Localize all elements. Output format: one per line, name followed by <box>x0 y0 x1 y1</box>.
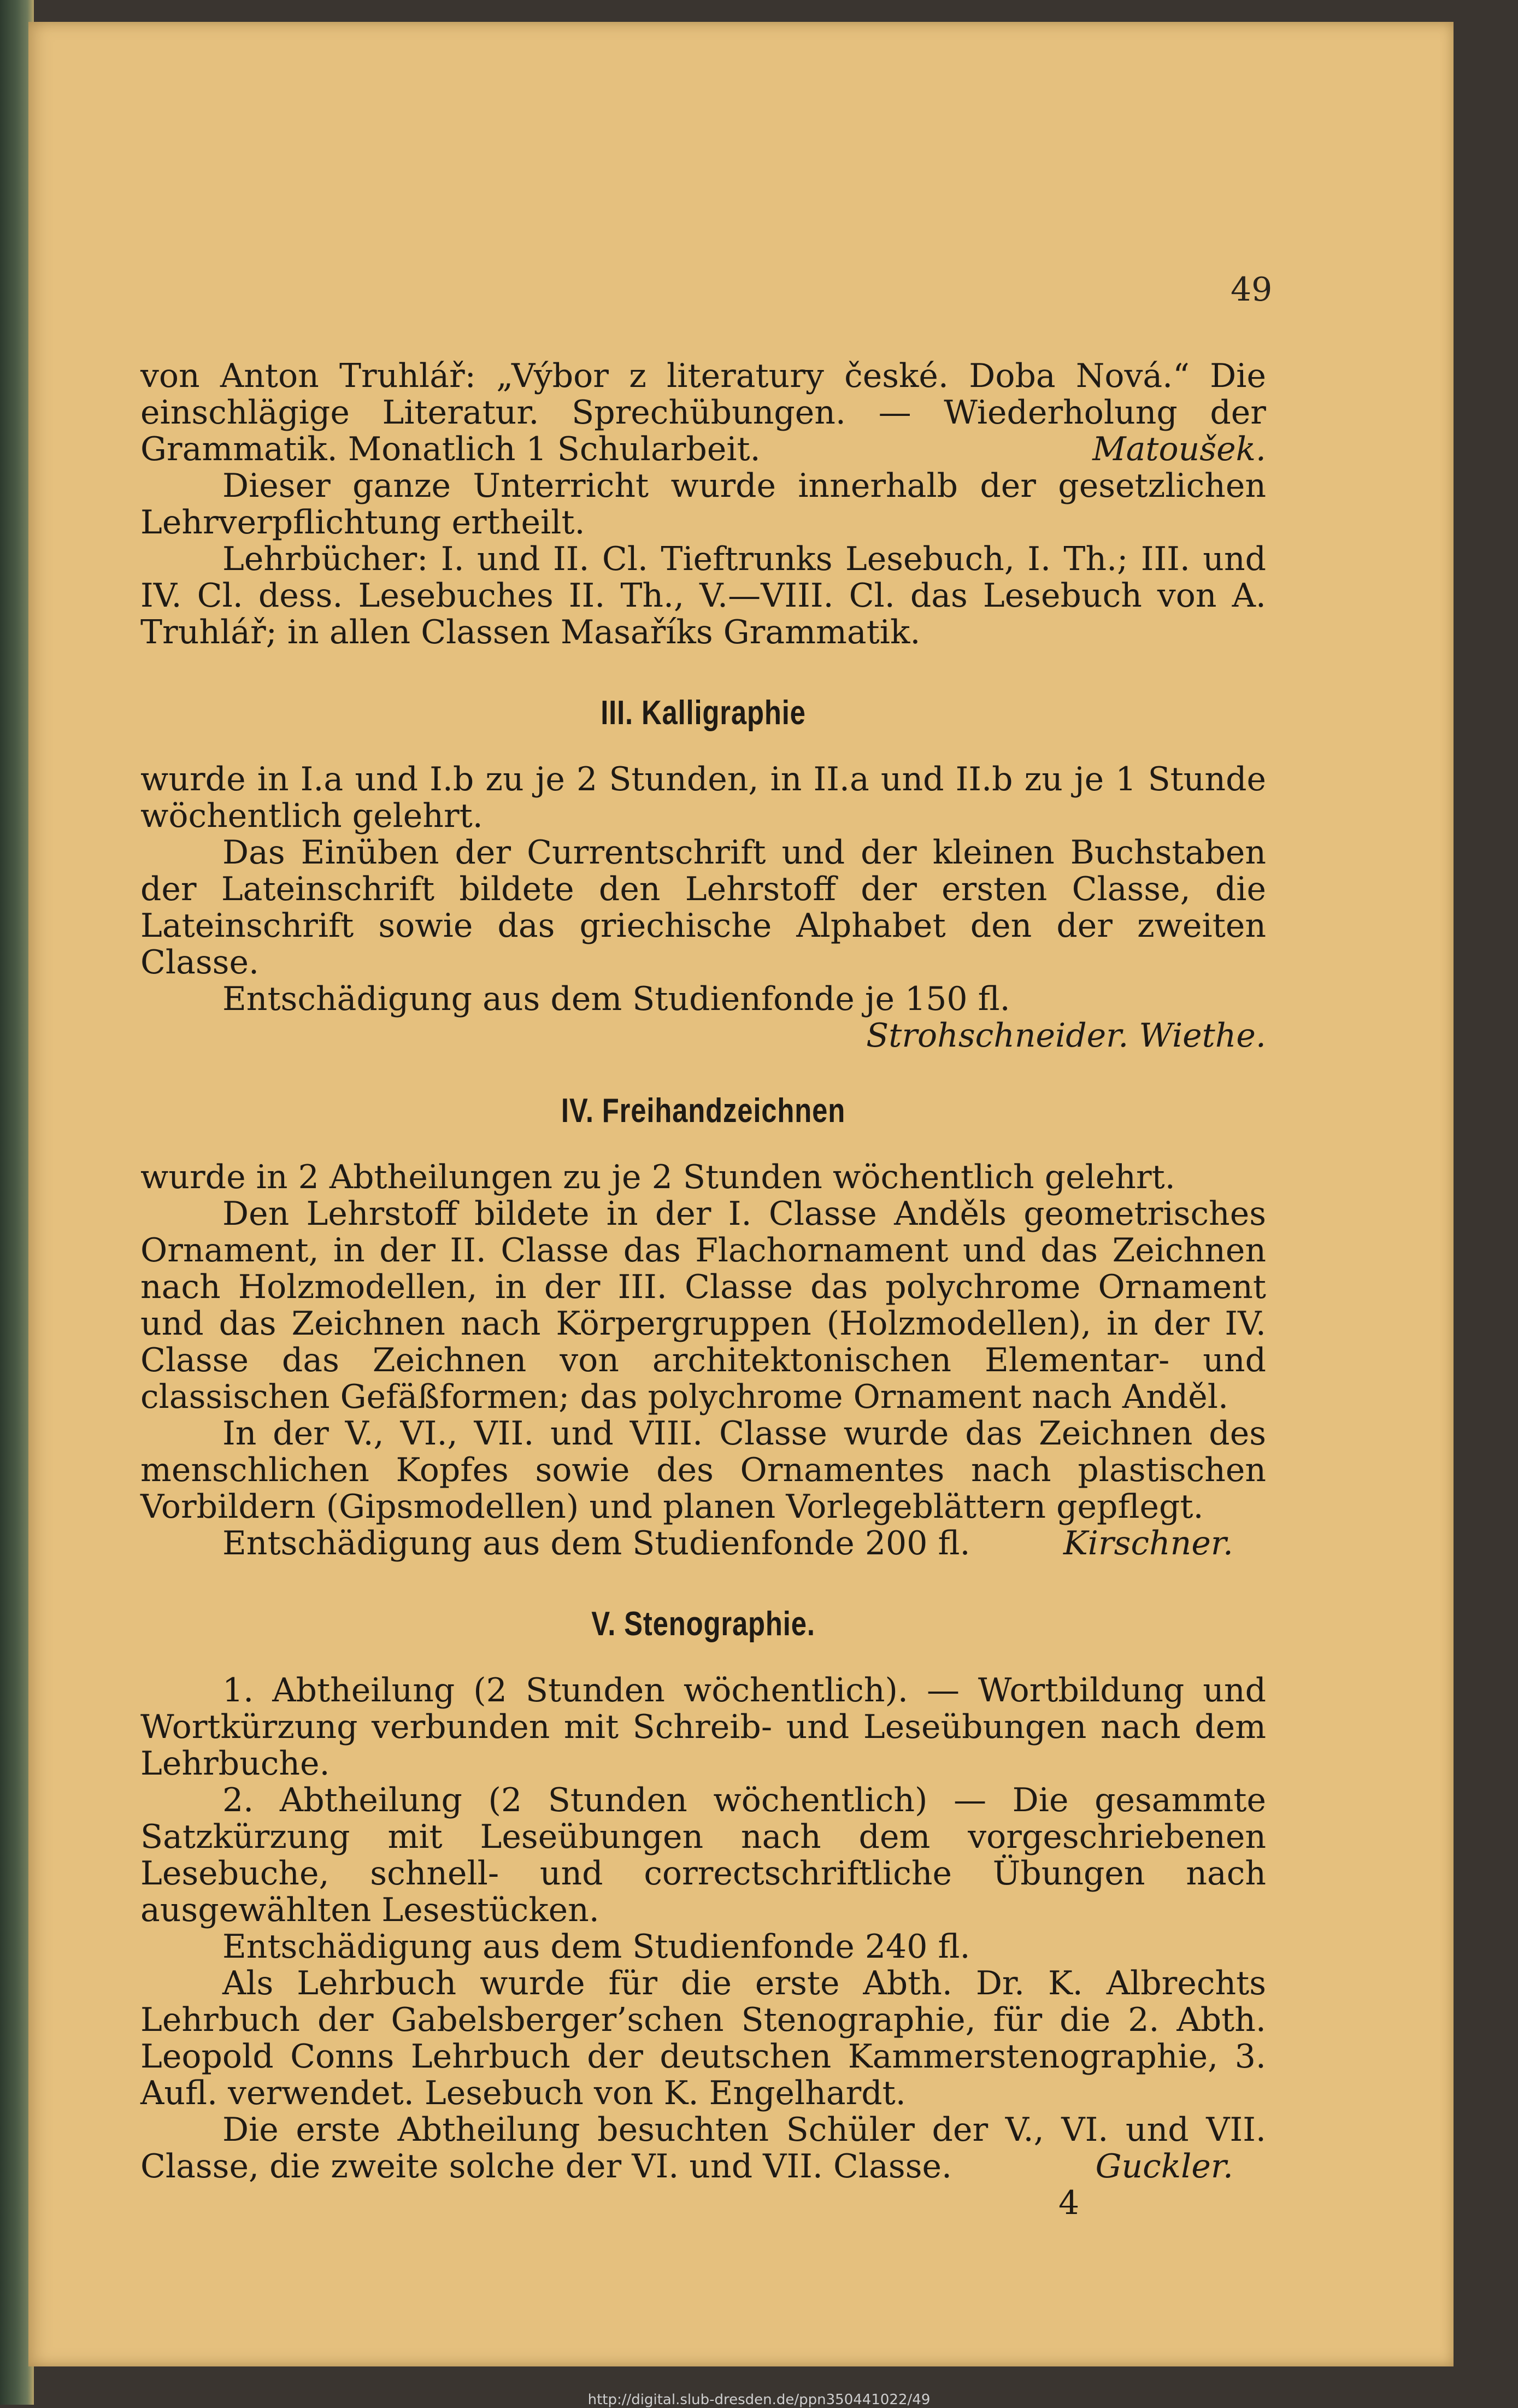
section-heading: III. Kalligraphie <box>601 694 806 732</box>
source-url: http://digital.slub-dresden.de/ppn350441022/49 <box>587 2392 931 2408</box>
paragraph: Entschädigung aus dem Studienfonde 240 fl. <box>222 1928 970 1966</box>
paragraph: Den Lehrstoff bildete in der I. Classe Anděls geometrisches Ornament, in der II. Classe das Flachornament und das Zeichnen nach Holzmodellen, in der III. Classe das polychrome Ornament und das Zeichnen nach Körpergruppen (Holzmodellen), in der IV. Classe das Zeichnen von architektonischen Elementar- und classischen Gefäßformen; das polychrome Ornament nach Anděl. <box>140 1195 1266 1416</box>
paragraph: wurde in I.a und I.b zu je 2 Stunden, in II.a und II.b zu je 1 Stunde wöchentlich gelehrt. <box>140 760 1266 835</box>
teacher-signature: Guckler. <box>1095 2147 1233 2186</box>
teacher-signature: Strohschneider. Wiethe. <box>866 1017 1266 1055</box>
signature-mark: 4 <box>1058 2184 1080 2222</box>
paragraph <box>140 2112 1266 2185</box>
teacher-signature: Matoušek. <box>1092 430 1266 468</box>
text-run: Die erste Abtheilung besuchten Schüler der V., VI. und VII. Classe, die zweite solche der VI. und VII. Classe. <box>140 2111 1266 2186</box>
section-heading: V. Stenographie. <box>591 1605 815 1643</box>
paragraph: Als Lehrbuch wurde für die erste Abth. Dr. K. Albrechts Lehrbuch der Gabelsberger’schen Stenographie, für die 2. Abth. Leopold Conns Lehrbuch der deutschen Kammerstenographie, 3. Aufl. verwendet. Lesebuch von K. Engelhardt. <box>140 1964 1266 2112</box>
paragraph: Entschädigung aus dem Studienfonde je 150 fl. <box>222 980 1010 1018</box>
page-text <box>140 358 1266 2222</box>
paragraph: Das Einüben der Currentschrift und der kleinen Buchstaben der Lateinschrift bildete den Lehrstoff der ersten Classe, die Lateinschrift sowie das griechische Alphabet den der zweiten Classe. <box>140 833 1266 982</box>
paragraph: 2. Abtheilung (2 Stunden wöchentlich) — Die gesammte Satzkürzung mit Leseübungen nach dem vorgeschriebenen Lesebuche, schnell- und correctschriftliche Übungen nach ausgewählten Lesestücken. <box>140 1781 1266 1929</box>
paragraph: wurde in 2 Abtheilungen zu je 2 Stunden wöchentlich gelehrt. <box>140 1158 1175 1196</box>
paragraph <box>140 358 1266 468</box>
paragraph <box>140 1525 1266 1562</box>
paragraph: In der V., VI., VII. und VIII. Classe wurde das Zeichnen des menschlichen Kopfes sowie des Ornamentes nach plastischen Vorbildern (Gipsmodellen) und planen Vorlegeblättern gepflegt. <box>140 1414 1266 1526</box>
page-number: 49 <box>1231 271 1273 309</box>
text-run: Entschädigung aus dem Studienfonde 200 fl. <box>222 1524 970 1563</box>
paragraph: Dieser ganze Unterricht wurde innerhalb der gesetzlichen Lehrverpflichtung ertheilt. <box>140 467 1266 542</box>
paragraph: Lehrbücher: I. und II. Cl. Tieftrunks Lesebuch, I. Th.; III. und IV. Cl. dess. Lesebuches II. Th., V.—VIII. Cl. das Lesebuch von A. Truhlář; in allen Classen Masaříks Grammatik. <box>140 540 1266 651</box>
text-run: von Anton Truhlář: „Výbor z literatury české. Doba Nová.“ Die einschlägige Literatur. Sprechübungen. — Wiederholung der Grammatik. Monatlich 1 Schularbeit. <box>140 357 1266 468</box>
book-page <box>28 22 1454 2366</box>
paragraph: 1. Abtheilung (2 Stunden wöchentlich). — Wortbildung und Wortkürzung verbunden mit Schreib- und Leseübungen nach dem Lehrbuche. <box>140 1671 1266 1783</box>
teacher-signature: Kirschner. <box>1063 1524 1233 1563</box>
section-heading: IV. Freihandzeichnen <box>561 1092 846 1130</box>
